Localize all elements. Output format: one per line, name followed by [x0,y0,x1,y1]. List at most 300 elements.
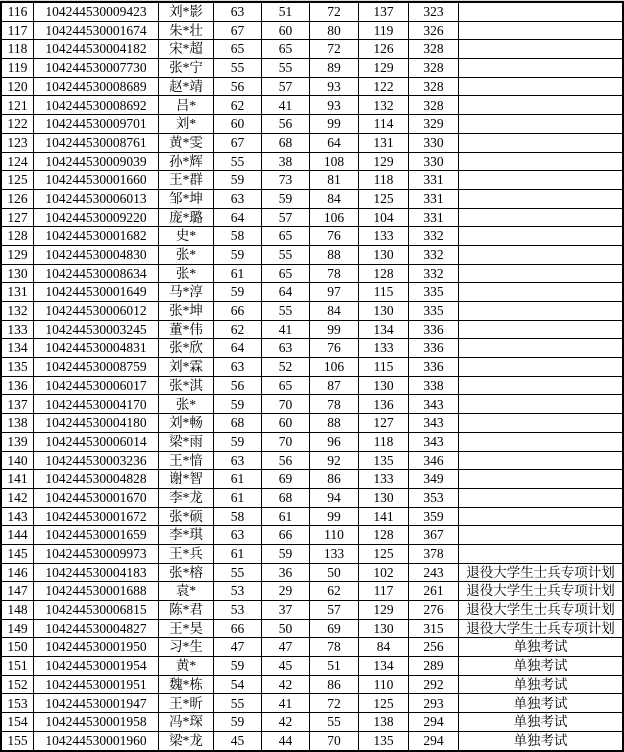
cell-name: 刘*畅 [159,414,214,433]
score-table [1,2,623,751]
cell-row-number: 132 [2,302,34,321]
cell-score-4: 125 [359,544,409,563]
cell-total: 343 [409,432,459,451]
cell-score-3: 70 [310,731,359,750]
cell-score-3: 99 [310,115,359,134]
cell-score-2: 38 [262,152,310,171]
cell-score-3: 110 [310,526,359,545]
cell-score-1: 53 [214,582,262,601]
table-row [2,376,623,395]
cell-score-4: 138 [359,713,409,732]
cell-name: 张*宁 [159,59,214,78]
cell-score-3: 51 [310,657,359,676]
table-row [2,488,623,507]
cell-total: 331 [409,171,459,190]
cell-score-2: 29 [262,582,310,601]
cell-remark [459,227,623,246]
cell-row-number: 144 [2,526,34,545]
cell-score-1: 68 [214,414,262,433]
cell-score-4: 132 [359,96,409,115]
cell-score-4: 128 [359,264,409,283]
table-row [2,507,623,526]
cell-score-4: 127 [359,414,409,433]
cell-name: 董*伟 [159,320,214,339]
cell-name: 马*淳 [159,283,214,302]
cell-row-number: 131 [2,283,34,302]
cell-remark [459,3,623,22]
cell-remark [459,264,623,283]
cell-score-1: 66 [214,619,262,638]
cell-candidate-id: 104244530008689 [34,77,159,96]
cell-remark [459,470,623,489]
cell-row-number: 133 [2,320,34,339]
cell-candidate-id: 104244530001660 [34,171,159,190]
cell-row-number: 124 [2,152,34,171]
cell-row-number: 147 [2,582,34,601]
cell-score-4: 115 [359,358,409,377]
cell-score-1: 63 [214,3,262,22]
cell-score-2: 69 [262,470,310,489]
cell-total: 353 [409,488,459,507]
cell-candidate-id: 104244530004828 [34,470,159,489]
cell-remark [459,171,623,190]
cell-score-1: 55 [214,694,262,713]
cell-score-3: 76 [310,227,359,246]
cell-candidate-id: 104244530001659 [34,526,159,545]
cell-score-3: 87 [310,376,359,395]
cell-score-4: 119 [359,21,409,40]
cell-score-3: 78 [310,638,359,657]
cell-score-4: 136 [359,395,409,414]
table-row [2,544,623,563]
cell-score-4: 129 [359,59,409,78]
cell-score-4: 122 [359,77,409,96]
cell-score-3: 92 [310,451,359,470]
cell-score-2: 59 [262,189,310,208]
cell-total: 243 [409,563,459,582]
cell-remark [459,115,623,134]
cell-total: 293 [409,694,459,713]
cell-remark [459,77,623,96]
cell-score-1: 55 [214,59,262,78]
cell-row-number: 127 [2,208,34,227]
cell-score-4: 84 [359,638,409,657]
cell-score-2: 60 [262,414,310,433]
cell-score-1: 47 [214,638,262,657]
cell-score-2: 60 [262,21,310,40]
cell-total: 343 [409,414,459,433]
cell-score-4: 133 [359,470,409,489]
cell-score-3: 86 [310,675,359,694]
cell-total: 256 [409,638,459,657]
cell-row-number: 121 [2,96,34,115]
cell-score-2: 70 [262,432,310,451]
cell-score-4: 114 [359,115,409,134]
cell-row-number: 134 [2,339,34,358]
cell-name: 赵*靖 [159,77,214,96]
cell-total: 289 [409,657,459,676]
cell-score-1: 59 [214,283,262,302]
cell-candidate-id: 104244530006013 [34,189,159,208]
cell-score-1: 56 [214,376,262,395]
cell-score-3: 108 [310,152,359,171]
cell-score-3: 72 [310,3,359,22]
table-row [2,358,623,377]
cell-score-1: 55 [214,152,262,171]
cell-candidate-id: 104244530008761 [34,133,159,152]
cell-name: 张* [159,264,214,283]
cell-row-number: 126 [2,189,34,208]
cell-candidate-id: 104244530004830 [34,245,159,264]
cell-row-number: 148 [2,601,34,620]
cell-name: 陈*君 [159,601,214,620]
cell-remark: 单独考试 [459,675,623,694]
cell-total: 294 [409,731,459,750]
cell-name: 孙*辉 [159,152,214,171]
cell-score-3: 57 [310,601,359,620]
table-row [2,302,623,321]
cell-candidate-id: 104244530001958 [34,713,159,732]
cell-total: 328 [409,40,459,59]
cell-remark [459,40,623,59]
cell-score-3: 72 [310,694,359,713]
table-row [2,40,623,59]
cell-row-number: 141 [2,470,34,489]
table-row [2,451,623,470]
cell-remark: 单独考试 [459,731,623,750]
cell-name: 张*淇 [159,376,214,395]
cell-score-3: 64 [310,133,359,152]
cell-row-number: 138 [2,414,34,433]
cell-total: 335 [409,302,459,321]
cell-remark [459,208,623,227]
cell-score-2: 56 [262,115,310,134]
cell-score-4: 141 [359,507,409,526]
cell-total: 336 [409,339,459,358]
cell-candidate-id: 104244530001960 [34,731,159,750]
cell-remark [459,320,623,339]
table-row [2,189,623,208]
cell-total: 315 [409,619,459,638]
table-row [2,432,623,451]
cell-score-4: 130 [359,245,409,264]
cell-score-3: 133 [310,544,359,563]
cell-score-3: 76 [310,339,359,358]
cell-candidate-id: 104244530001947 [34,694,159,713]
cell-score-3: 88 [310,245,359,264]
cell-row-number: 118 [2,40,34,59]
cell-candidate-id: 104244530004831 [34,339,159,358]
cell-score-2: 41 [262,96,310,115]
cell-score-2: 52 [262,358,310,377]
cell-score-2: 66 [262,526,310,545]
cell-candidate-id: 104244530001670 [34,488,159,507]
cell-candidate-id: 104244530001682 [34,227,159,246]
cell-remark [459,152,623,171]
table-row [2,77,623,96]
cell-name: 史* [159,227,214,246]
cell-remark [459,526,623,545]
cell-remark: 单独考试 [459,694,623,713]
cell-remark [459,96,623,115]
cell-row-number: 123 [2,133,34,152]
cell-name: 张*榕 [159,563,214,582]
cell-row-number: 137 [2,395,34,414]
cell-name: 邹*坤 [159,189,214,208]
cell-score-2: 57 [262,208,310,227]
cell-score-4: 137 [359,3,409,22]
cell-score-3: 106 [310,208,359,227]
cell-row-number: 135 [2,358,34,377]
cell-total: 329 [409,115,459,134]
cell-score-4: 118 [359,432,409,451]
cell-score-3: 97 [310,283,359,302]
cell-total: 328 [409,59,459,78]
cell-name: 李*琪 [159,526,214,545]
table-row [2,3,623,22]
cell-remark [459,245,623,264]
cell-total: 349 [409,470,459,489]
cell-score-1: 61 [214,488,262,507]
cell-score-4: 117 [359,582,409,601]
cell-candidate-id: 104244530004182 [34,40,159,59]
cell-score-3: 93 [310,96,359,115]
cell-score-2: 65 [262,264,310,283]
table-row [2,96,623,115]
cell-score-4: 135 [359,451,409,470]
cell-score-1: 59 [214,657,262,676]
cell-score-1: 67 [214,21,262,40]
cell-remark [459,544,623,563]
table-row [2,115,623,134]
cell-total: 336 [409,320,459,339]
cell-score-1: 58 [214,507,262,526]
cell-total: 346 [409,451,459,470]
cell-name: 吕* [159,96,214,115]
cell-score-3: 81 [310,171,359,190]
cell-row-number: 151 [2,657,34,676]
cell-name: 梁*龙 [159,731,214,750]
cell-total: 332 [409,264,459,283]
cell-total: 343 [409,395,459,414]
cell-score-2: 56 [262,451,310,470]
cell-score-1: 55 [214,563,262,582]
cell-score-4: 135 [359,731,409,750]
cell-row-number: 140 [2,451,34,470]
cell-remark: 单独考试 [459,713,623,732]
table-row [2,283,623,302]
table-row [2,638,623,657]
cell-name: 朱*壮 [159,21,214,40]
table-row [2,320,623,339]
cell-score-3: 69 [310,619,359,638]
cell-name: 刘*霖 [159,358,214,377]
table-row [2,470,623,489]
table-row [2,526,623,545]
cell-score-4: 129 [359,601,409,620]
cell-score-3: 50 [310,563,359,582]
cell-score-2: 68 [262,133,310,152]
cell-name: 张* [159,395,214,414]
table-row [2,208,623,227]
cell-score-3: 94 [310,488,359,507]
cell-name: 冯*琛 [159,713,214,732]
table-row [2,414,623,433]
cell-total: 331 [409,208,459,227]
cell-name: 袁* [159,582,214,601]
cell-name: 魏*栋 [159,675,214,694]
cell-name: 王*愔 [159,451,214,470]
cell-score-1: 54 [214,675,262,694]
cell-candidate-id: 104244530003245 [34,320,159,339]
cell-candidate-id: 104244530008692 [34,96,159,115]
cell-total: 323 [409,3,459,22]
table-row [2,563,623,582]
cell-row-number: 128 [2,227,34,246]
cell-score-4: 128 [359,526,409,545]
cell-total: 378 [409,544,459,563]
cell-candidate-id: 104244530006014 [34,432,159,451]
cell-score-3: 99 [310,320,359,339]
cell-total: 328 [409,96,459,115]
cell-row-number: 119 [2,59,34,78]
cell-candidate-id: 104244530003236 [34,451,159,470]
cell-candidate-id: 104244530004183 [34,563,159,582]
table-row [2,395,623,414]
cell-score-4: 130 [359,488,409,507]
table-row [2,59,623,78]
cell-score-2: 65 [262,227,310,246]
cell-total: 292 [409,675,459,694]
cell-row-number: 154 [2,713,34,732]
cell-score-3: 86 [310,470,359,489]
cell-row-number: 122 [2,115,34,134]
cell-score-2: 61 [262,507,310,526]
cell-score-4: 130 [359,619,409,638]
cell-remark [459,283,623,302]
cell-candidate-id: 104244530009973 [34,544,159,563]
cell-total: 331 [409,189,459,208]
cell-candidate-id: 104244530001950 [34,638,159,657]
cell-candidate-id: 104244530006012 [34,302,159,321]
table-row [2,601,623,620]
cell-remark [459,339,623,358]
cell-score-2: 65 [262,40,310,59]
cell-candidate-id: 104244530007730 [34,59,159,78]
cell-name: 梁*雨 [159,432,214,451]
cell-score-1: 61 [214,544,262,563]
cell-remark [459,302,623,321]
cell-score-2: 64 [262,283,310,302]
cell-score-4: 133 [359,339,409,358]
cell-candidate-id: 104244530009701 [34,115,159,134]
cell-score-4: 110 [359,675,409,694]
cell-score-2: 65 [262,376,310,395]
cell-name: 庞*璐 [159,208,214,227]
cell-score-4: 133 [359,227,409,246]
cell-row-number: 139 [2,432,34,451]
table-row [2,171,623,190]
cell-score-4: 130 [359,376,409,395]
cell-name: 宋*超 [159,40,214,59]
cell-candidate-id: 104244530009039 [34,152,159,171]
cell-score-3: 55 [310,713,359,732]
table-row [2,694,623,713]
cell-score-3: 72 [310,40,359,59]
cell-score-3: 96 [310,432,359,451]
table-row [2,713,623,732]
cell-score-2: 44 [262,731,310,750]
cell-candidate-id: 104244530001674 [34,21,159,40]
cell-score-2: 42 [262,713,310,732]
cell-score-1: 66 [214,302,262,321]
cell-total: 338 [409,376,459,395]
cell-name: 王*昕 [159,694,214,713]
cell-score-3: 78 [310,395,359,414]
cell-candidate-id: 104244530006017 [34,376,159,395]
cell-score-3: 84 [310,302,359,321]
cell-score-1: 58 [214,227,262,246]
cell-score-2: 47 [262,638,310,657]
cell-row-number: 143 [2,507,34,526]
cell-score-1: 63 [214,358,262,377]
cell-name: 张*欣 [159,339,214,358]
cell-candidate-id: 104244530001672 [34,507,159,526]
cell-row-number: 150 [2,638,34,657]
cell-remark [459,507,623,526]
cell-remark: 退役大学生士兵专项计划 [459,582,623,601]
cell-score-4: 134 [359,320,409,339]
table-row [2,264,623,283]
cell-candidate-id: 104244530004827 [34,619,159,638]
cell-score-2: 73 [262,171,310,190]
cell-row-number: 120 [2,77,34,96]
cell-row-number: 142 [2,488,34,507]
cell-score-1: 53 [214,601,262,620]
cell-score-3: 88 [310,414,359,433]
cell-score-1: 62 [214,96,262,115]
cell-score-2: 41 [262,320,310,339]
cell-remark [459,488,623,507]
cell-row-number: 155 [2,731,34,750]
cell-name: 黄*雯 [159,133,214,152]
cell-remark: 退役大学生士兵专项计划 [459,619,623,638]
cell-score-4: 104 [359,208,409,227]
cell-score-2: 55 [262,245,310,264]
cell-name: 王*群 [159,171,214,190]
cell-remark [459,395,623,414]
cell-score-3: 62 [310,582,359,601]
cell-remark [459,358,623,377]
cell-name: 李*龙 [159,488,214,507]
cell-total: 359 [409,507,459,526]
cell-score-2: 55 [262,59,310,78]
cell-row-number: 149 [2,619,34,638]
cell-score-2: 41 [262,694,310,713]
cell-score-1: 64 [214,339,262,358]
cell-score-1: 45 [214,731,262,750]
cell-name: 张*坤 [159,302,214,321]
cell-score-1: 62 [214,320,262,339]
cell-score-2: 55 [262,302,310,321]
cell-score-3: 84 [310,189,359,208]
cell-score-1: 60 [214,115,262,134]
cell-total: 332 [409,227,459,246]
cell-total: 336 [409,358,459,377]
cell-score-1: 59 [214,245,262,264]
cell-row-number: 129 [2,245,34,264]
cell-name: 黄* [159,657,214,676]
